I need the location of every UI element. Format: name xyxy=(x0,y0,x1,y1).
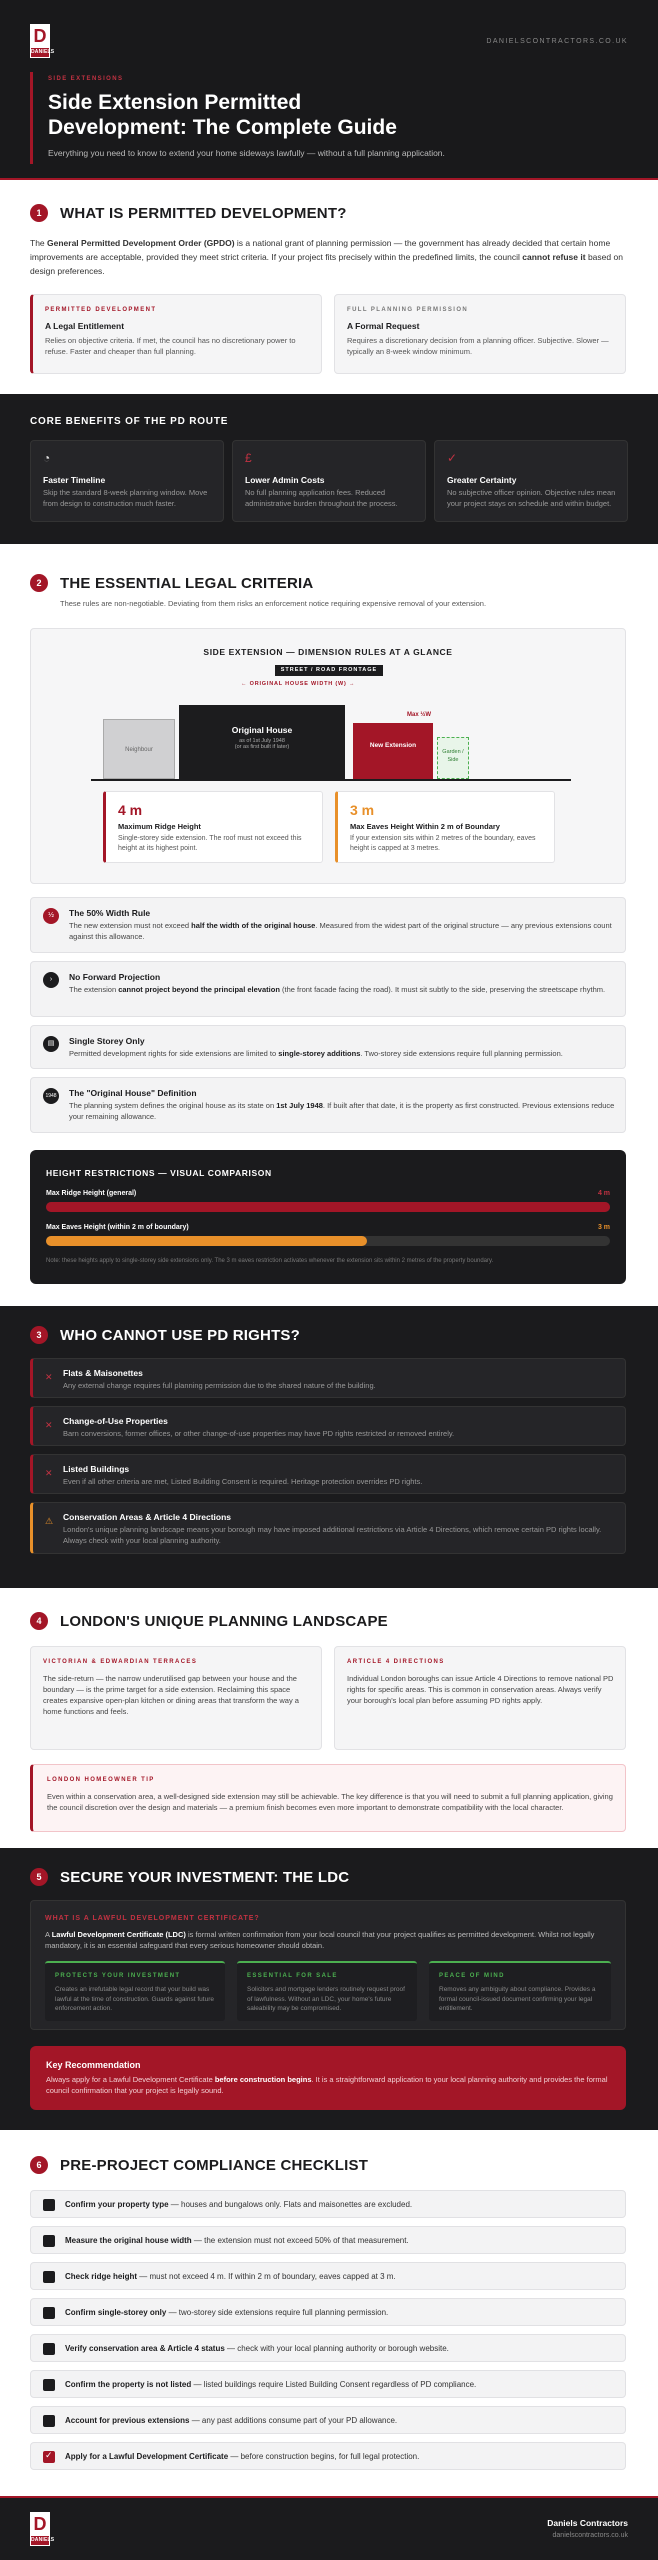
eaves-height-bar xyxy=(46,1236,367,1246)
section-title: SECURE YOUR INVESTMENT: THE LDC xyxy=(60,1869,350,1886)
height-comparison-chart xyxy=(30,1150,626,1284)
exclusion-card: ✕ Change-of-Use Properties Barn conversions, former offices, or other change-of-use properties may have PD rights restricted or removed entirely. xyxy=(30,1406,626,1446)
bar-value: 4 m xyxy=(597,1190,610,1197)
ldc-card: WHAT IS A LAWFUL DEVELOPMENT CERTIFICATE? A Lawful Development Certificate (LDC) is formal written confirmation from your local council that your project qualifies as permitted development. Whilst not legally mandatory, it is an essential safeguard that every serious homeowner should obtain. PROTECTS YOUR INVESTMENT Creates an irrefutable legal record that your build was lawful at the time of construction. Guards against future enforcement action. ESSENTIAL FOR SALE Solicitors and mortgage lenders routinely request proof of lawfulness. Without an LDC, your home's future saleability may be compromised. PEACE OF MIND Removes any ambiguity about compliance. Provides a formal council-issued document confirming your legal entitlement. xyxy=(30,1900,626,2030)
exclusion-card: ⚠ Conservation Areas & Article 4 Directions London's unique planning landscape means your borough may have imposed additional restrictions via Article 4 Directions, which remove certain PD rights locally. Always check with your local planning authority. xyxy=(30,1502,626,1554)
checkbox[interactable] xyxy=(43,2235,55,2247)
benefit-card: ✓ Greater Certainty No subjective officer opinion. Objective rules mean your project stays on schedule and within budget. xyxy=(434,440,628,522)
footer-logo[interactable]: D DANIELS xyxy=(30,2512,50,2546)
chevron-right-icon: › xyxy=(43,972,59,988)
checklist-item[interactable] xyxy=(30,2298,626,2326)
checklist-item[interactable] xyxy=(30,2406,626,2434)
garden-block: Garden / Side xyxy=(437,737,469,779)
section-number: 4 xyxy=(30,1612,48,1630)
checklist-text: Confirm the property is not listed — listed buildings require Listed Building Consent regardless of PD compliance. xyxy=(65,2380,477,2389)
checkbox[interactable] xyxy=(43,2271,55,2283)
bar-label: Max Ridge Height (general) xyxy=(46,1190,137,1197)
section-subtitle: These rules are non-negotiable. Deviating from them risks an enforcement notice requiring expensive removal of your extension. xyxy=(60,599,487,608)
section-title: THE ESSENTIAL LEGAL CRITERIA xyxy=(60,575,314,592)
bar-value: 3 m xyxy=(597,1224,610,1231)
site-url[interactable]: DANIELSCONTRACTORS.CO.UK xyxy=(486,38,628,45)
gpdo-intro: The General Permitted Development Order (GPDO) is a national grant of planning permission — the government has already decided that certain home improvements are acceptable, provided they meet strict criteria. If your project fits precisely within the predefined limits, the council cannot refuse it based on design preferences. xyxy=(30,238,623,276)
section-title: LONDON'S UNIQUE PLANNING LANDSCAPE xyxy=(60,1613,388,1630)
section-number: 2 xyxy=(30,574,48,592)
checkbox[interactable] xyxy=(43,2379,55,2391)
checklist-text: Confirm your property type — houses and bungalows only. Flats and maisonettes are excluded. xyxy=(65,2200,413,2209)
storey-icon: ▤ xyxy=(43,1036,59,1052)
exclusion-card: ✕ Listed Buildings Even if all other criteria are met, Listed Building Consent is required. Heritage protection overrides PD rights. xyxy=(30,1454,626,1494)
checklist-text: Account for previous extensions — any past additions consume part of your PD allowance. xyxy=(65,2416,398,2425)
ridge-height-bar xyxy=(46,1202,610,1212)
street-label: STREET / ROAD FRONTAGE xyxy=(275,665,383,676)
close-icon: ✕ xyxy=(45,1372,53,1382)
checklist-item[interactable] xyxy=(30,2262,626,2290)
benefits-title: CORE BENEFITS OF THE PD ROUTE xyxy=(30,416,229,427)
section-title: PRE-PROJECT COMPLIANCE CHECKLIST xyxy=(60,2157,369,2174)
rule-card: › No Forward Projection The extension cannot project beyond the principal elevation (the front facade facing the road). It must sit subtly to the side, preserving the streetscape rhythm. xyxy=(30,961,626,1017)
rule-card: ½ The 50% Width Rule The new extension must not exceed half the width of the original house. Measured from the widest part of the original structure — any previous extensions count against this allowance. xyxy=(30,897,626,953)
close-icon: ✕ xyxy=(45,1420,53,1430)
rule-card: 1948 The "Original House" Definition The planning system defines the original house as its state on 1st July 1948. If built after that date, it is the property as first constructed. Previous extensions reduce your remaining allowance. xyxy=(30,1077,626,1133)
original-house-block: Original House as of 1st July 1948 (or as first built if later) xyxy=(179,705,345,779)
logo-subtext: DANIELS xyxy=(31,2537,55,2543)
key-recommendation: Key Recommendation Always apply for a Lawful Development Certificate before construction begins. It is a straightforward application to your local planning authority and provides the formal council confirmation that your project is legally sound. xyxy=(30,2046,626,2110)
accent-bar xyxy=(30,72,33,164)
section-number: 5 xyxy=(30,1868,48,1886)
excluded-section xyxy=(0,1306,658,1588)
rule-card: ▤ Single Storey Only Permitted development rights for side extensions are limited to single-storey additions. Two-storey side extensions require full planning permission. xyxy=(30,1025,626,1069)
ldc-section xyxy=(0,1848,658,2130)
checklist-item[interactable] xyxy=(30,2190,626,2218)
checklist-item[interactable] xyxy=(30,2442,626,2470)
width-label: ← ORIGINAL HOUSE WIDTH (W) → xyxy=(241,681,356,687)
eyebrow: SIDE EXTENSIONS xyxy=(48,76,124,82)
max-half-width-label: Max ½W xyxy=(407,712,432,718)
chart-note: Note: these heights apply to single-storey side extensions only. The 3 m eaves restriction activates whenever the extension sits within 2 metres of the property boundary. xyxy=(46,1258,494,1264)
checklist-text: Confirm single-storey only — two-storey side extensions require full planning permission. xyxy=(65,2308,389,2317)
checklist-item[interactable] xyxy=(30,2370,626,2398)
ground-line xyxy=(91,779,571,781)
footer-site[interactable]: danielscontractors.co.uk xyxy=(552,2532,628,2539)
clock-icon: ◔ xyxy=(43,451,51,465)
page-title: Side Extension Permitted Development: The Complete Guide xyxy=(48,91,397,139)
checklist-item[interactable] xyxy=(30,2334,626,2362)
bar-track xyxy=(46,1202,610,1212)
half-width-icon: ½ xyxy=(43,908,59,924)
checklist-text: Verify conservation area & Article 4 status — check with your local planning authority or borough website. xyxy=(65,2344,449,2353)
checkbox[interactable] xyxy=(43,2343,55,2355)
ldc-benefit-card: ESSENTIAL FOR SALE Solicitors and mortgage lenders routinely request proof of lawfulness. Without an LDC, your home's future saleability may be compromised. xyxy=(237,1961,417,2021)
bar-track xyxy=(46,1236,610,1246)
neighbour-block: Neighbour xyxy=(103,719,175,779)
checklist-text: Measure the original house width — the extension must not exceed 50% of that measurement. xyxy=(65,2236,409,2245)
checkbox[interactable] xyxy=(43,2199,55,2211)
warning-icon: ⚠ xyxy=(45,1516,54,1526)
benefit-card: ◔ Faster Timeline Skip the standard 8-week planning window. Move from design to construction much faster. xyxy=(30,440,224,522)
dimension-diagram xyxy=(30,628,626,884)
ldc-benefit-card: PEACE OF MIND Removes any ambiguity about compliance. Provides a formal council-issued document confirming your legal entitlement. xyxy=(429,1961,611,2021)
checklist-text: Apply for a Lawful Development Certificate — before construction begins, for full legal protection. xyxy=(65,2452,420,2461)
homeowner-tip: LONDON HOMEOWNER TIP Even within a conservation area, a well-designed side extension may still be achievable. The key difference is that you will need to submit a full planning application, giving the council discretion over the design and materials — a premium finish becomes even more important to demonstrate compatibility with the local character. xyxy=(30,1764,626,1832)
exclusion-card: ✕ Flats & Maisonettes Any external change requires full planning permission due to the shared nature of the building. xyxy=(30,1358,626,1398)
footer-company: Daniels Contractors xyxy=(547,2518,628,2528)
new-extension-block: New Extension xyxy=(353,723,433,779)
bar-label: Max Eaves Height (within 2 m of boundary) xyxy=(46,1224,189,1231)
checklist-item[interactable] xyxy=(30,2226,626,2254)
section-title: WHAT IS PERMITTED DEVELOPMENT? xyxy=(60,205,347,222)
ridge-height-card: 4 m Maximum Ridge Height Single-storey side extension. The roof must not exceed this height at its highest point. xyxy=(103,791,323,863)
checkbox[interactable] xyxy=(43,2451,55,2463)
section-number: 3 xyxy=(30,1326,48,1344)
page-subtitle: Everything you need to know to extend your home sideways lawfully — without a full planning application. xyxy=(48,148,445,158)
close-icon: ✕ xyxy=(45,1468,53,1478)
page-header xyxy=(0,0,658,180)
chart-title: HEIGHT RESTRICTIONS — VISUAL COMPARISON xyxy=(46,1168,272,1178)
pound-icon: £ xyxy=(245,451,252,465)
checklist-text: Check ridge height — must not exceed 4 m. If within 2 m of boundary, eaves capped at 3 m. xyxy=(65,2272,396,2281)
checkbox[interactable] xyxy=(43,2307,55,2319)
benefits-section xyxy=(0,394,658,544)
eaves-height-card: 3 m Max Eaves Height Within 2 m of Boundary If your extension sits within 2 metres of the boundary, eaves height is capped at 3 metres. xyxy=(335,791,555,863)
ldc-benefit-card: PROTECTS YOUR INVESTMENT Creates an irrefutable legal record that your build was lawful at the time of construction. Guards against future enforcement action. xyxy=(45,1961,225,2021)
diagram-title: SIDE EXTENSION — DIMENSION RULES AT A GLANCE xyxy=(203,647,453,657)
brand-logo[interactable]: D DANIELS xyxy=(30,24,50,58)
section-title: WHO CANNOT USE PD RIGHTS? xyxy=(60,1327,300,1344)
pd-card: PERMITTED DEVELOPMENT A Legal Entitlement Relies on objective criteria. If met, the council has no discretionary power to refuse. Faster and cheaper than full planning. xyxy=(30,294,322,374)
check-icon: ✓ xyxy=(447,451,458,465)
section-number: 1 xyxy=(30,204,48,222)
checkbox[interactable] xyxy=(43,2415,55,2427)
section-number: 6 xyxy=(30,2156,48,2174)
year-1948-icon: 1948 xyxy=(43,1088,59,1104)
article4-card: ARTICLE 4 DIRECTIONS Individual London boroughs can issue Article 4 Directions to remove national PD rights for specific areas. This is common in conservation areas. Always verify your borough's local plan before assuming PD rights apply. xyxy=(334,1646,626,1750)
full-planning-card: FULL PLANNING PERMISSION A Formal Request Requires a discretionary decision from a planning officer. Subjective. Slower — typically an 8-week window minimum. xyxy=(334,294,626,374)
logo-subtext: DANIELS xyxy=(31,49,55,55)
page-footer xyxy=(0,2496,658,2560)
terraces-card: VICTORIAN & EDWARDIAN TERRACES The side-return — the narrow underutilised gap between your house and the boundary — is the prime target for a side extension. Reclaiming this space creates expansive open-plan kitchen or dining areas that transform the way a home functions and feels. xyxy=(30,1646,322,1750)
benefit-card: £ Lower Admin Costs No full planning application fees. Reduced administrative burden throughout the process. xyxy=(232,440,426,522)
